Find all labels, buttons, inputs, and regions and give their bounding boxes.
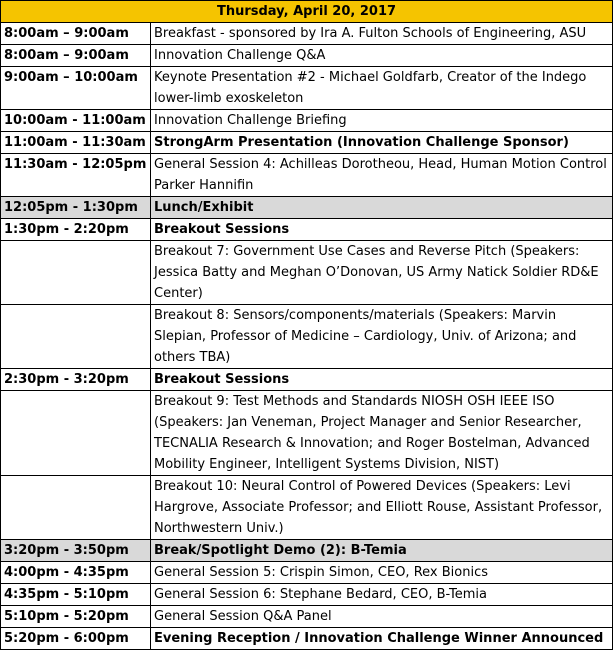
table-row bbox=[1, 369, 613, 391]
event-cell: Innovation Challenge Q&A bbox=[151, 45, 613, 67]
event-cell: StrongArm Presentation (Innovation Challenge Sponsor) bbox=[151, 132, 613, 154]
time-cell: 2:30pm - 3:20pm bbox=[1, 369, 151, 391]
event-cell: Breakout Sessions bbox=[151, 219, 613, 241]
table-row bbox=[1, 562, 613, 584]
event-cell: Keynote Presentation #2 - Michael Goldfarb, Creator of the Indego lower-limb exoskeleton bbox=[151, 67, 613, 110]
table-row bbox=[1, 23, 613, 45]
event-cell: Evening Reception / Innovation Challenge Winner Announced bbox=[151, 628, 613, 650]
event-cell: Breakout 8: Sensors/components/materials (Speakers: Marvin Slepian, Professor of Medicine – Cardiology, Univ. of Arizona; and others TBA) bbox=[151, 305, 613, 369]
event-cell: Lunch/Exhibit bbox=[151, 197, 613, 219]
table-row bbox=[1, 606, 613, 628]
event-cell: Innovation Challenge Briefing bbox=[151, 110, 613, 132]
event-cell: General Session 5: Crispin Simon, CEO, Rex Bionics bbox=[151, 562, 613, 584]
time-cell: 10:00am - 11:00am bbox=[1, 110, 151, 132]
event-cell: General Session 6: Stephane Bedard, CEO, B-Temia bbox=[151, 584, 613, 606]
time-cell bbox=[1, 391, 151, 476]
time-cell: 8:00am – 9:00am bbox=[1, 45, 151, 67]
event-cell: Breakout 9: Test Methods and Standards NIOSH OSH IEEE ISO (Speakers: Jan Veneman, Project Manager and Senior Researcher, TECNALIA Research & Innovation; and Roger Bostelman, Advanced Mobility Engineer, Intelligent Systems Division, NIST) bbox=[151, 391, 613, 476]
table-row bbox=[1, 241, 613, 305]
table-row bbox=[1, 391, 613, 476]
table-row bbox=[1, 154, 613, 197]
event-cell: General Session 4: Achilleas Dorotheou, Head, Human Motion Control Parker Hannifin bbox=[151, 154, 613, 197]
time-cell: 5:10pm - 5:20pm bbox=[1, 606, 151, 628]
table-row bbox=[1, 67, 613, 110]
time-cell: 11:00am - 11:30am bbox=[1, 132, 151, 154]
table-row bbox=[1, 45, 613, 67]
time-cell bbox=[1, 241, 151, 305]
event-cell: Breakout 10: Neural Control of Powered Devices (Speakers: Levi Hargrove, Associate Professor; and Elliott Rouse, Assistant Professor, Northwestern Univ.) bbox=[151, 476, 613, 540]
table-row bbox=[1, 110, 613, 132]
table-row bbox=[1, 628, 613, 650]
table-row bbox=[1, 476, 613, 540]
table-row bbox=[1, 305, 613, 369]
table-row bbox=[1, 540, 613, 562]
table-row bbox=[1, 132, 613, 154]
table-row bbox=[1, 219, 613, 241]
time-cell: 4:00pm - 4:35pm bbox=[1, 562, 151, 584]
time-cell: 4:35pm - 5:10pm bbox=[1, 584, 151, 606]
time-cell: 11:30am - 12:05pm bbox=[1, 154, 151, 197]
header-row bbox=[1, 1, 613, 23]
date-header: Thursday, April 20, 2017 bbox=[1, 1, 613, 23]
event-cell: Breakfast - sponsored by Ira A. Fulton Schools of Engineering, ASU bbox=[151, 23, 613, 45]
time-cell bbox=[1, 476, 151, 540]
table-row bbox=[1, 197, 613, 219]
time-cell: 8:00am – 9:00am bbox=[1, 23, 151, 45]
time-cell: 12:05pm - 1:30pm bbox=[1, 197, 151, 219]
time-cell: 5:20pm - 6:00pm bbox=[1, 628, 151, 650]
time-cell: 9:00am – 10:00am bbox=[1, 67, 151, 110]
time-cell bbox=[1, 305, 151, 369]
event-cell: General Session Q&A Panel bbox=[151, 606, 613, 628]
event-cell: Breakout Sessions bbox=[151, 369, 613, 391]
event-cell: Breakout 7: Government Use Cases and Reverse Pitch (Speakers: Jessica Batty and Meghan O’Donovan, US Army Natick Soldier RD&E Center) bbox=[151, 241, 613, 305]
table-row bbox=[1, 584, 613, 606]
time-cell: 1:30pm - 2:20pm bbox=[1, 219, 151, 241]
time-cell: 3:20pm - 3:50pm bbox=[1, 540, 151, 562]
event-cell: Break/Spotlight Demo (2): B-Temia bbox=[151, 540, 613, 562]
